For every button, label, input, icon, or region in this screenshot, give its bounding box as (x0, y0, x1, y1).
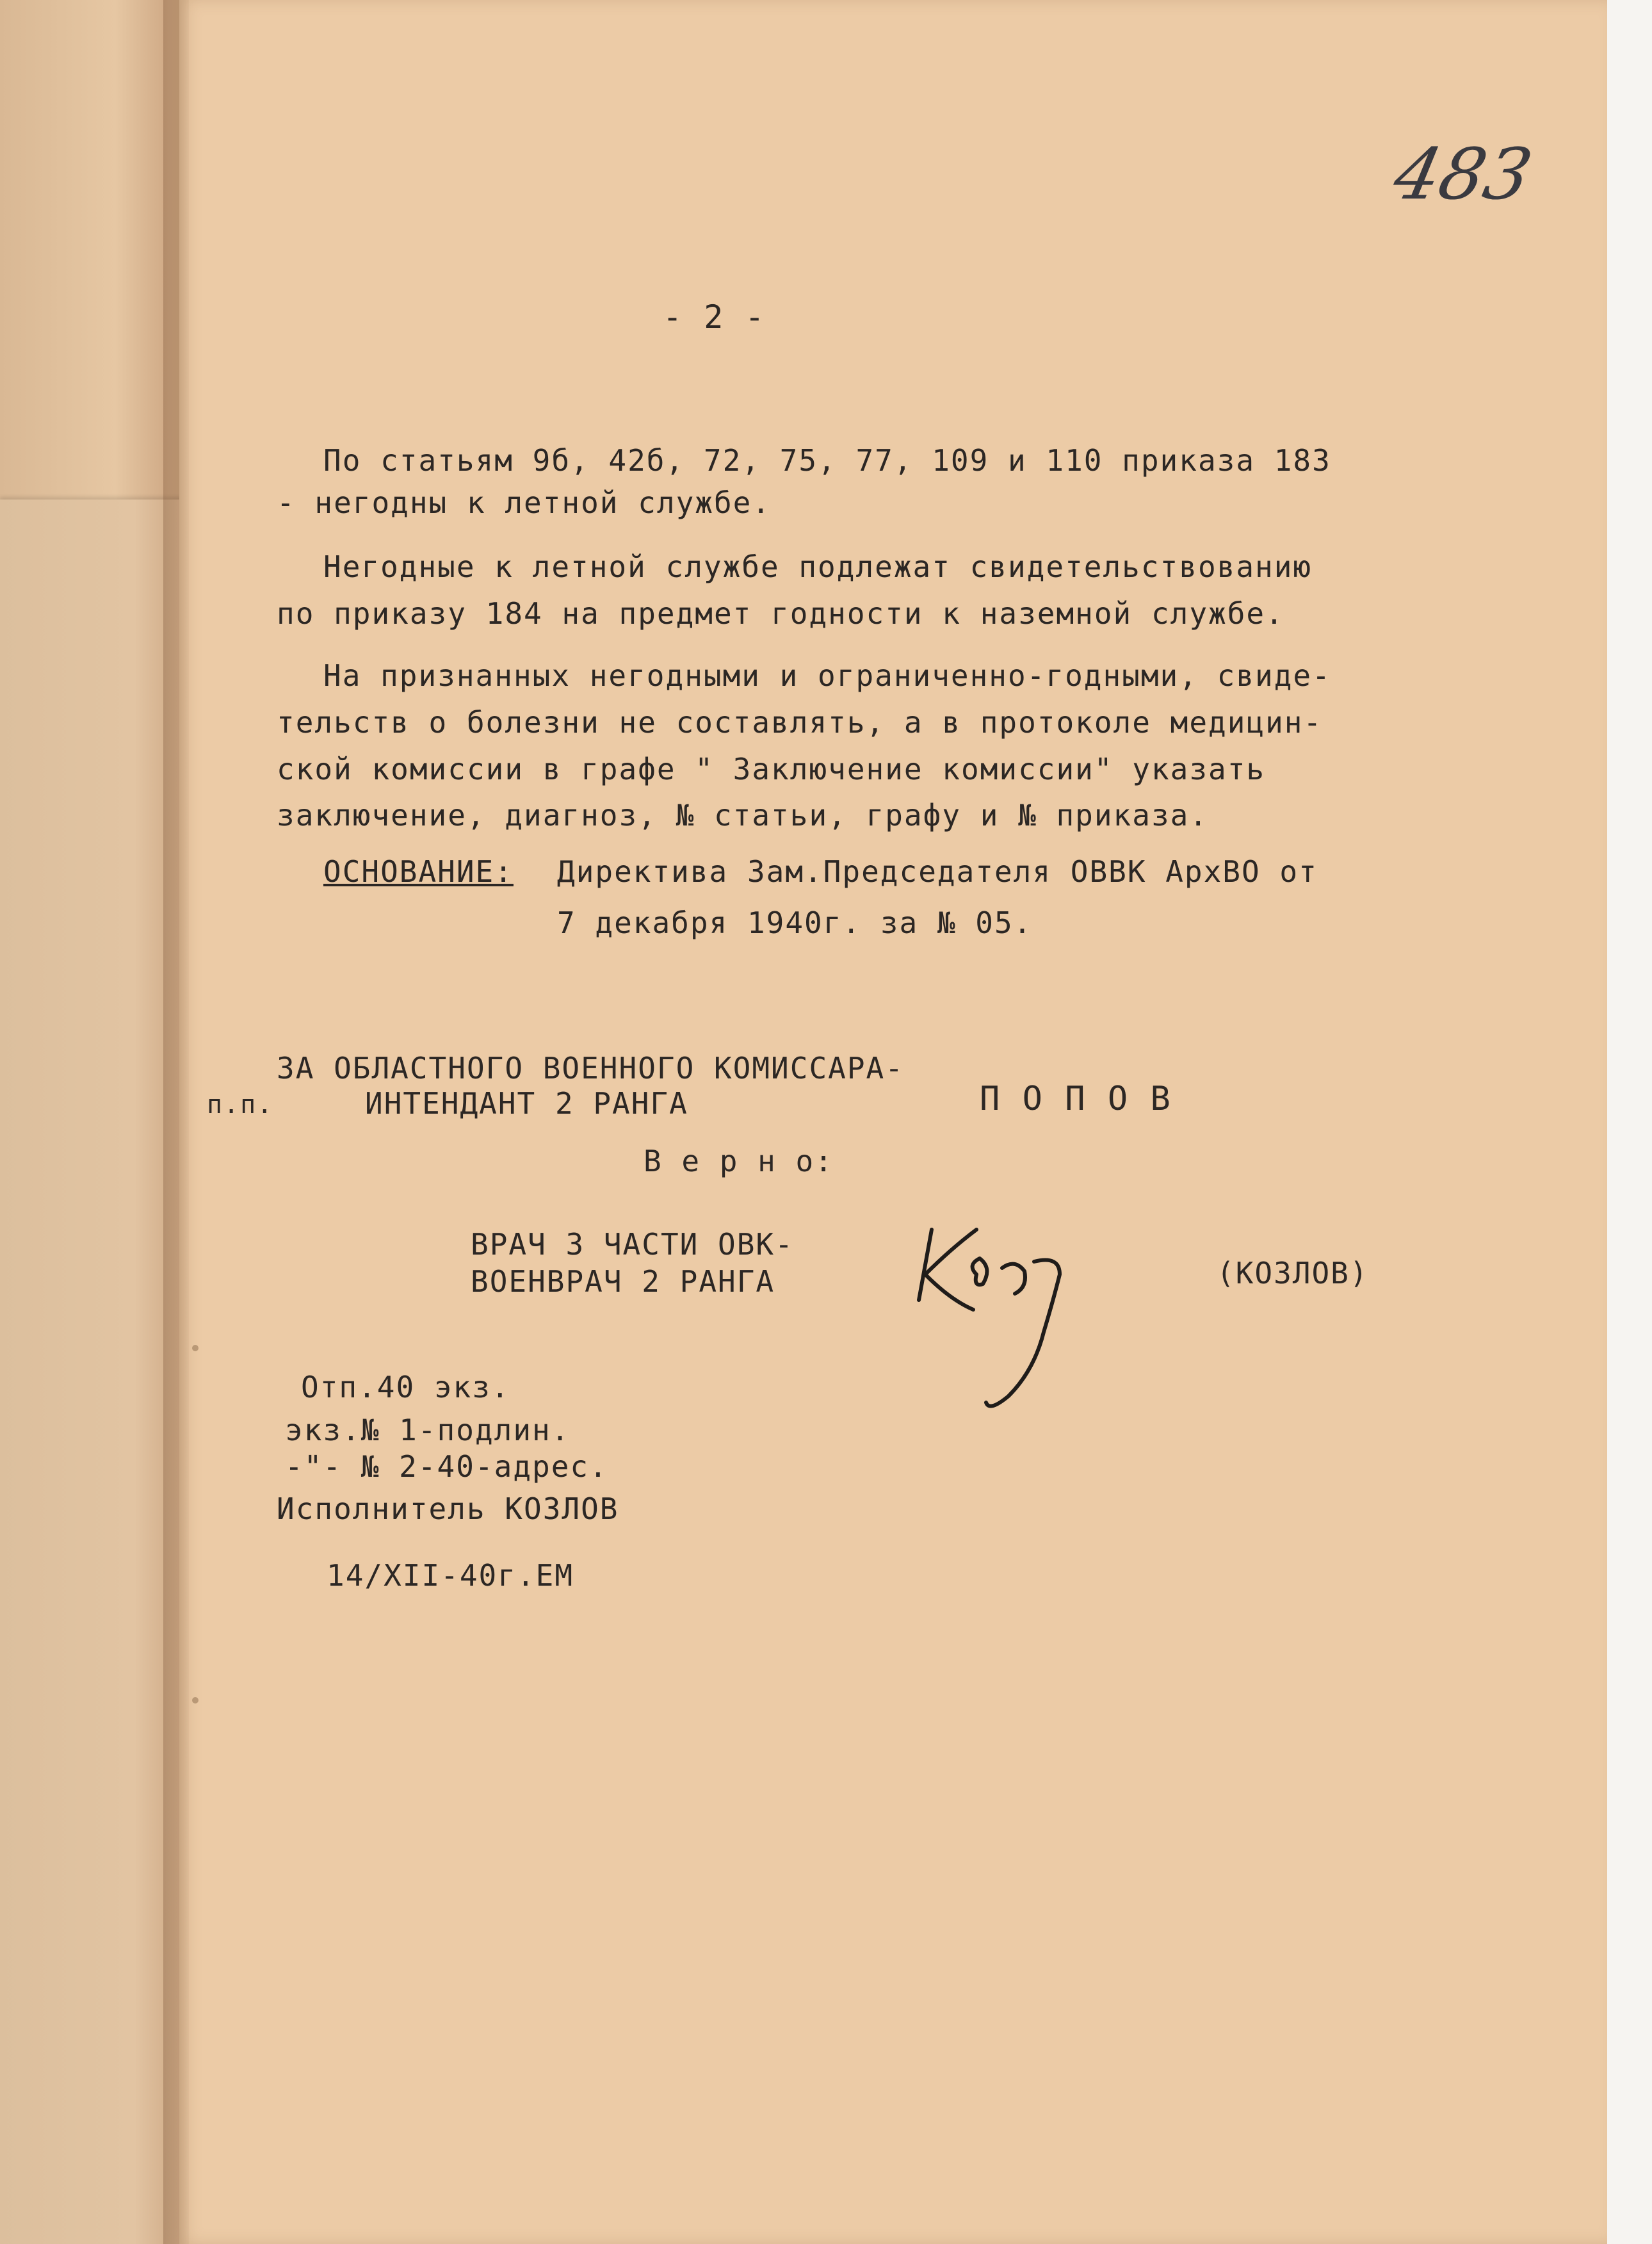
doctor-name: (КОЗЛОВ) (1217, 1256, 1369, 1290)
date-line: 14/XII-40г.ЕМ (327, 1558, 574, 1593)
pk-abbreviation: п.п. (207, 1090, 274, 1119)
page-number: - 2 - (663, 298, 766, 336)
body-line: На признанных негодными и ограниченно-годными, свиде- (323, 658, 1331, 693)
copy-address-line: -"- № 2-40-адрес. (285, 1449, 608, 1484)
body-line: тельств о болезни не составлять, а в протоколе медицин- (277, 705, 1323, 740)
binding-spine (163, 0, 189, 2244)
handwritten-signature (906, 1204, 1117, 1422)
background-margin (1607, 0, 1652, 2244)
signatory-name: П О П О В (980, 1080, 1172, 1118)
body-line: По статьям 9б, 42б, 72, 75, 77, 109 и 110 приказа 183 (323, 443, 1331, 478)
body-line: заключение, диагноз, № статьи, графу и № приказа. (277, 798, 1209, 833)
basis-text: 7 декабря 1940г. за № 05. (557, 906, 1033, 940)
basis-text: Директива Зам.Председателя ОВВК АрхВО от (557, 854, 1318, 889)
folio-number-handwritten (1386, 128, 1539, 224)
binding-stitch (192, 1697, 198, 1703)
basis-label: ОСНОВАНИЕ: (323, 854, 514, 889)
body-line: ской комиссии в графе " Заключение комиссии" указать (277, 752, 1266, 786)
folio-number-text: 483 (1386, 134, 1539, 216)
doctor-title: ВРАЧ 3 ЧАСТИ ОВК- (471, 1227, 794, 1262)
doctor-rank: ВОЕНВРАЧ 2 РАНГА (471, 1264, 775, 1299)
binding-stitch (192, 1345, 198, 1351)
for-commissar-line: ЗА ОБЛАСТНОГО ВОЕННОГО КОМИССАРА- (277, 1051, 904, 1085)
copies-line: Отп.40 экз. (301, 1370, 510, 1404)
body-line: Негодные к летной службе подлежат свидетельствованию (323, 549, 1313, 584)
document-sheet (179, 0, 1607, 2244)
body-line: по приказу 184 на предмет годности к наземной службе. (277, 596, 1284, 631)
executor-line: Исполнитель КОЗЛОВ (277, 1492, 619, 1526)
copy-original-line: экз.№ 1-подлин. (285, 1413, 571, 1447)
verno-line: В е р н о: (644, 1144, 834, 1178)
body-line: - негодны к летной службе. (277, 485, 772, 520)
rank-line: ИНТЕНДАНТ 2 РАНГА (365, 1086, 688, 1121)
